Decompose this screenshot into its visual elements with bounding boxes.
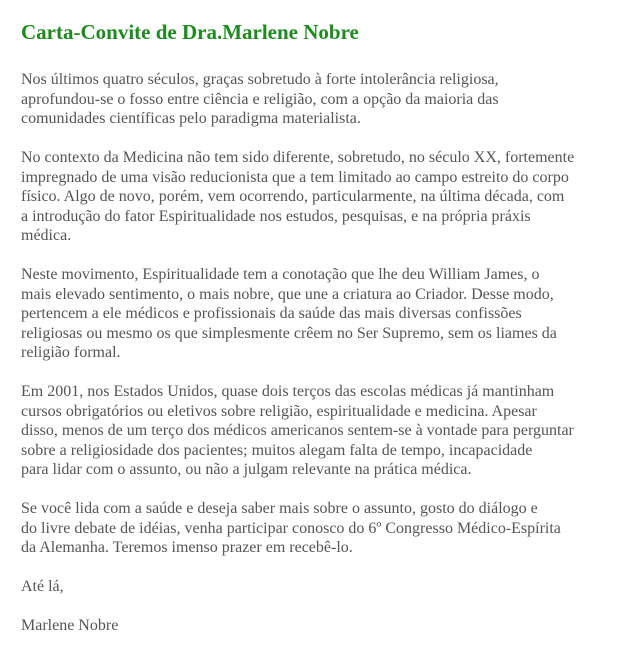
text-line: sobre a religiosidade dos pacientes; muitos alegam falta de tempo, incapacidade	[21, 441, 533, 459]
text-line: Em 2001, nos Estados Unidos, quase dois terços das escolas médicas já mantinham	[21, 383, 555, 400]
text-line: No contexto da Medicina não tem sido diferente, sobretudo, no século XX, fortemente	[21, 149, 575, 166]
text-line: religiosas ou mesmo os que simplesmente crêem no Ser Supremo, sem os liames da	[21, 324, 557, 342]
text-line: Neste movimento, Espiritualidade tem a conotação que lhe deu William James, o	[21, 266, 540, 283]
letter-body	[21, 70, 621, 655]
closing-salutation	[21, 577, 621, 597]
text-line: Nos últimos quatro séculos, graças sobretudo à forte intolerância religiosa,	[21, 71, 499, 88]
text-line: Marlene Nobre	[21, 617, 119, 634]
letter-title: Carta-Convite de Dra.Marlene Nobre	[21, 20, 359, 44]
text-line: médica.	[21, 227, 72, 244]
paragraph-intro	[21, 70, 621, 129]
text-line: impregnado de uma visão reducionista que a tem limitado ao campo estreito do corpo	[21, 168, 569, 186]
paragraph-us-statistics	[21, 382, 621, 480]
text-line: do livre debate de idéias, venha participar conosco do 6º Congresso Médico-Espírita	[21, 519, 561, 537]
paragraph-invitation	[21, 499, 621, 558]
text-line: aprofundou-se o fosso entre ciência e religião, com a opção da maioria das	[21, 90, 499, 108]
text-line: físico. Algo de novo, porém, vem ocorrendo, particularmente, na última década, com	[21, 188, 565, 205]
signature-name	[21, 616, 621, 636]
text-line: a introdução do fator Espiritualidade nos estudos, pesquisas, e na própria práxis	[21, 207, 531, 225]
text-line: comunidades científicas pelo paradigma materialista.	[21, 110, 361, 127]
text-line: pertencem a ele médicos e profissionais da saúde das mais diversas confissões	[21, 305, 522, 322]
paragraph-medicine-context	[21, 148, 621, 246]
paragraph-spirituality-movement	[21, 265, 621, 363]
text-line: Se você lida com a saúde e deseja saber mais sobre o assunto, gosto do diálogo e	[21, 500, 538, 517]
text-line: Até lá,	[21, 578, 64, 595]
text-line: mais elevado sentimento, o mais nobre, que une a criatura ao Criador. Desse modo,	[21, 285, 554, 303]
text-line: da Alemanha. Teremos imenso prazer em recebê-lo.	[21, 539, 353, 556]
text-line: disso, menos de um terço dos médicos americanos sentem-se à vontade para perguntar	[21, 422, 574, 439]
text-line: para lidar com o assunto, ou não a julgam relevante na prática médica.	[21, 461, 472, 478]
text-line: religião formal.	[21, 344, 121, 361]
text-line: cursos obrigatórios ou eletivos sobre religião, espiritualidade e medicina. Apesar	[21, 402, 537, 420]
